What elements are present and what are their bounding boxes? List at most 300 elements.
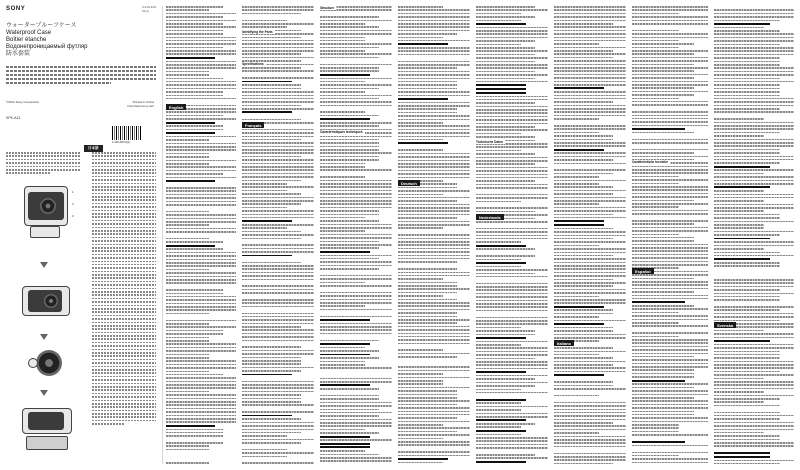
text-line xyxy=(476,207,548,209)
illustration-opening-case xyxy=(18,280,88,330)
text-line xyxy=(714,296,780,298)
japanese-intro-text xyxy=(6,152,81,176)
text-line xyxy=(632,37,708,39)
text-line xyxy=(632,220,708,222)
text-line xyxy=(320,261,392,263)
text-line xyxy=(398,13,470,15)
text-line xyxy=(714,111,794,113)
text-line xyxy=(242,408,314,410)
text-line xyxy=(714,95,780,97)
text-line xyxy=(320,326,392,328)
text-line xyxy=(242,384,314,386)
text-line xyxy=(166,194,236,196)
text-line xyxy=(714,262,780,264)
text-line xyxy=(320,398,379,400)
text-line xyxy=(714,374,794,376)
text-line xyxy=(476,221,548,223)
text-line xyxy=(632,189,708,191)
text-line xyxy=(242,210,314,212)
text-line xyxy=(398,139,443,141)
text-line xyxy=(398,380,443,382)
text-line xyxy=(632,427,679,429)
text-line xyxy=(320,247,379,249)
text-line xyxy=(166,16,223,18)
text-line xyxy=(714,367,794,369)
text-line xyxy=(166,211,209,213)
text-line xyxy=(320,180,392,182)
text-line xyxy=(242,129,314,131)
left-cover-panel xyxy=(0,0,160,470)
part-number: 4-416-326-51(1) xyxy=(142,5,157,13)
illustration-mount xyxy=(18,402,88,462)
text-line xyxy=(554,33,626,35)
text-line xyxy=(320,101,392,103)
text-line xyxy=(166,442,223,444)
text-line xyxy=(554,279,613,281)
text-line xyxy=(398,387,470,389)
text-line xyxy=(714,340,770,342)
text-line xyxy=(166,115,223,117)
text-line xyxy=(398,434,470,436)
text-line xyxy=(398,427,470,429)
text-line xyxy=(632,64,694,66)
text-line xyxy=(242,333,314,335)
text-line xyxy=(398,346,470,348)
text-line xyxy=(632,315,708,317)
text-line xyxy=(476,116,548,118)
text-line xyxy=(398,71,470,73)
text-line xyxy=(554,197,626,199)
text-line xyxy=(554,16,626,18)
text-line xyxy=(398,221,470,223)
text-line xyxy=(554,50,613,52)
text-line xyxy=(632,230,708,232)
text-line xyxy=(632,223,694,225)
text-line xyxy=(320,278,392,280)
text-line xyxy=(554,296,599,298)
text-line xyxy=(320,409,379,411)
text-line xyxy=(398,234,470,236)
text-line xyxy=(554,145,626,147)
text-line xyxy=(554,115,626,117)
text-line xyxy=(632,281,708,283)
column-8-espanol xyxy=(714,6,794,464)
text-line xyxy=(476,248,535,250)
text-line xyxy=(242,279,314,281)
text-line xyxy=(398,115,470,117)
print-info xyxy=(0,100,154,108)
text-line xyxy=(166,252,236,254)
text-line xyxy=(714,217,780,219)
text-line xyxy=(554,180,626,182)
text-line xyxy=(714,118,764,120)
text-line xyxy=(320,16,379,18)
text-line xyxy=(320,176,365,178)
text-line xyxy=(398,458,448,460)
text-line xyxy=(714,101,794,103)
text-line xyxy=(554,415,626,417)
text-line xyxy=(242,439,314,441)
text-line xyxy=(554,320,626,322)
text-line xyxy=(320,13,392,15)
text-line xyxy=(242,197,314,199)
text-line xyxy=(320,367,392,369)
text-line xyxy=(714,20,780,22)
text-line xyxy=(242,326,301,328)
text-line xyxy=(242,296,314,298)
text-line xyxy=(398,122,443,124)
text-line xyxy=(476,296,548,298)
text-line xyxy=(320,258,379,260)
text-line xyxy=(166,132,215,134)
text-line xyxy=(242,183,287,185)
text-line xyxy=(398,319,470,321)
text-line xyxy=(320,364,365,366)
text-line xyxy=(320,251,370,253)
text-line xyxy=(632,329,708,331)
text-line xyxy=(242,401,301,403)
text-line xyxy=(320,84,392,86)
text-line xyxy=(166,6,223,8)
text-line xyxy=(476,382,548,384)
text-line xyxy=(320,336,392,338)
text-line xyxy=(714,115,794,117)
text-line xyxy=(166,74,209,76)
text-line xyxy=(476,289,548,291)
text-line xyxy=(166,53,236,55)
text-line xyxy=(714,231,794,233)
text-line xyxy=(398,275,470,277)
text-line xyxy=(714,132,780,134)
text-line xyxy=(476,27,548,29)
text-line xyxy=(166,276,236,278)
text-line xyxy=(632,115,708,117)
text-line xyxy=(398,258,470,260)
text-line xyxy=(476,78,535,80)
text-line xyxy=(398,366,470,368)
text-line xyxy=(554,98,626,100)
text-line xyxy=(714,320,780,322)
text-line xyxy=(242,456,287,458)
text-line xyxy=(398,78,470,80)
text-line xyxy=(714,361,794,363)
text-line xyxy=(320,203,392,205)
text-line xyxy=(166,286,236,288)
text-line xyxy=(632,240,694,242)
text-line xyxy=(320,292,392,294)
text-line xyxy=(714,234,780,236)
text-line xyxy=(632,438,708,440)
text-line xyxy=(242,336,314,338)
text-line xyxy=(554,176,599,178)
text-line xyxy=(554,419,626,421)
text-line xyxy=(554,374,604,376)
text-line xyxy=(242,381,314,383)
text-line xyxy=(166,374,223,376)
text-line xyxy=(476,194,548,196)
text-line xyxy=(166,88,236,90)
text-line xyxy=(554,9,626,11)
text-line xyxy=(242,258,314,260)
text-line xyxy=(632,363,708,365)
text-line xyxy=(714,309,780,311)
text-line xyxy=(398,265,470,267)
text-line xyxy=(714,227,764,229)
text-line xyxy=(166,435,223,437)
text-line xyxy=(554,105,626,107)
text-line xyxy=(320,78,392,80)
text-line xyxy=(242,452,314,454)
text-line xyxy=(242,241,314,243)
text-line xyxy=(476,119,548,121)
text-line xyxy=(242,442,301,444)
text-line xyxy=(398,207,470,209)
text-line xyxy=(398,248,470,250)
text-line xyxy=(554,412,626,414)
text-line xyxy=(714,210,764,212)
text-line xyxy=(242,316,314,318)
text-line xyxy=(166,163,209,165)
text-line xyxy=(632,30,679,32)
text-line xyxy=(632,414,694,416)
text-line xyxy=(166,404,236,406)
printed-in: Printed in China xyxy=(132,100,154,104)
text-line xyxy=(714,456,770,458)
text-line xyxy=(166,30,223,32)
text-line xyxy=(320,20,392,22)
text-line xyxy=(632,50,708,52)
text-line xyxy=(476,413,548,415)
text-line xyxy=(320,173,392,175)
text-line xyxy=(166,425,215,427)
text-line xyxy=(242,282,314,284)
text-line xyxy=(632,149,708,151)
text-line xyxy=(476,273,535,275)
text-line xyxy=(714,422,794,424)
text-line xyxy=(476,146,548,148)
text-line xyxy=(166,214,236,216)
text-line xyxy=(632,40,679,42)
text-line xyxy=(166,265,236,267)
text-line xyxy=(476,434,521,436)
text-line xyxy=(476,375,548,377)
text-line xyxy=(398,166,470,168)
text-line xyxy=(714,149,780,151)
text-line xyxy=(476,327,521,329)
text-line xyxy=(632,394,708,396)
text-line xyxy=(714,293,794,295)
text-line xyxy=(166,459,236,461)
text-line xyxy=(242,166,314,168)
text-line xyxy=(398,43,448,45)
text-line xyxy=(476,123,548,125)
text-line xyxy=(714,398,780,400)
text-line xyxy=(632,70,694,72)
text-line xyxy=(320,122,392,124)
text-line xyxy=(632,9,708,11)
text-line xyxy=(320,183,392,185)
text-line xyxy=(166,201,236,203)
text-line xyxy=(476,40,535,42)
text-line xyxy=(242,156,301,158)
text-line xyxy=(166,153,209,155)
section-heading-english: English xyxy=(166,104,186,110)
text-line xyxy=(242,343,314,345)
text-line xyxy=(554,361,626,363)
text-line xyxy=(320,255,392,257)
text-line xyxy=(166,432,223,434)
text-line xyxy=(398,400,470,402)
text-line xyxy=(166,224,209,226)
text-line xyxy=(476,279,548,281)
text-line xyxy=(398,299,457,301)
text-line xyxy=(554,432,599,434)
text-line xyxy=(242,23,314,25)
text-line xyxy=(554,364,613,366)
text-line xyxy=(166,347,236,349)
text-line xyxy=(242,435,287,437)
text-line xyxy=(242,77,314,79)
column-2-english xyxy=(242,6,314,464)
text-line xyxy=(476,13,521,15)
text-line xyxy=(554,392,626,394)
text-line xyxy=(242,108,314,110)
text-line xyxy=(554,30,626,32)
text-line xyxy=(398,322,457,324)
text-line xyxy=(714,388,794,390)
text-line xyxy=(242,370,301,372)
text-line xyxy=(554,77,626,79)
text-line xyxy=(166,449,209,451)
text-line xyxy=(320,136,392,138)
text-line xyxy=(714,354,780,356)
text-line xyxy=(554,255,613,257)
text-line xyxy=(242,289,314,291)
text-line xyxy=(632,156,708,158)
text-line xyxy=(476,310,548,312)
text-line xyxy=(166,118,236,120)
text-line xyxy=(398,105,470,107)
text-line xyxy=(714,221,794,223)
text-line xyxy=(632,43,694,45)
text-line xyxy=(166,262,236,264)
text-line xyxy=(242,292,314,294)
text-line xyxy=(554,275,626,277)
text-line xyxy=(242,152,314,154)
text-line xyxy=(476,170,548,172)
title-french: Boîtier étanche xyxy=(6,36,47,43)
text-line xyxy=(166,61,236,63)
text-line xyxy=(320,197,392,199)
text-line xyxy=(320,446,370,448)
text-line xyxy=(166,293,223,295)
text-line xyxy=(632,53,694,55)
subhead-caracteristiques: Caractéristiques techniques xyxy=(320,130,363,134)
text-line xyxy=(320,454,379,456)
text-line xyxy=(242,415,292,417)
text-line xyxy=(320,412,392,414)
text-line xyxy=(398,170,470,172)
text-line xyxy=(398,149,443,151)
text-line xyxy=(242,132,314,134)
text-line xyxy=(242,149,314,151)
text-line xyxy=(320,142,379,144)
text-line xyxy=(242,367,314,369)
text-line xyxy=(714,27,764,29)
text-line xyxy=(554,60,626,62)
text-line xyxy=(242,302,314,304)
brand-logo: SONY xyxy=(6,6,26,12)
text-line xyxy=(242,387,314,389)
text-line xyxy=(242,220,292,222)
text-line xyxy=(166,282,236,284)
text-line xyxy=(554,282,626,284)
text-line xyxy=(166,78,223,80)
section-heading-svenska: Svenska xyxy=(714,322,736,328)
text-line xyxy=(554,47,626,49)
subhead-identifying-parts: Identifying the Parts xyxy=(242,30,273,34)
text-line xyxy=(242,231,301,233)
text-line xyxy=(320,166,365,168)
text-line xyxy=(476,358,535,360)
text-line xyxy=(320,361,365,363)
text-line xyxy=(714,197,794,199)
text-line xyxy=(554,330,613,332)
text-line xyxy=(632,369,694,371)
text-line xyxy=(476,180,535,182)
text-line xyxy=(714,252,780,254)
text-line xyxy=(632,390,708,392)
text-line xyxy=(398,146,470,148)
multilingual-notice xyxy=(6,66,156,86)
text-line xyxy=(632,206,679,208)
text-line xyxy=(632,91,708,93)
text-line xyxy=(320,340,379,342)
text-line xyxy=(398,417,457,419)
text-line xyxy=(320,169,392,171)
text-line xyxy=(476,163,535,165)
text-line xyxy=(554,101,613,103)
text-line xyxy=(554,354,599,356)
text-line xyxy=(320,309,392,311)
text-line xyxy=(476,454,535,456)
text-line xyxy=(476,81,548,83)
text-line xyxy=(554,53,626,55)
text-line xyxy=(554,108,626,110)
text-line xyxy=(242,217,314,219)
text-line xyxy=(320,146,379,148)
text-line xyxy=(554,210,626,212)
text-line xyxy=(476,157,548,159)
text-line xyxy=(476,88,526,90)
text-line xyxy=(398,91,470,93)
text-line xyxy=(398,336,470,338)
text-line xyxy=(714,156,794,158)
text-line xyxy=(242,313,314,315)
text-line xyxy=(320,395,379,397)
text-line xyxy=(554,231,626,233)
text-line xyxy=(632,13,679,15)
text-line xyxy=(166,387,236,389)
text-line xyxy=(242,105,301,107)
text-line xyxy=(714,105,794,107)
text-line xyxy=(714,279,794,281)
text-line xyxy=(320,53,392,55)
text-line xyxy=(714,6,794,8)
text-line xyxy=(554,371,626,373)
text-line xyxy=(320,230,365,232)
text-line xyxy=(476,54,535,56)
